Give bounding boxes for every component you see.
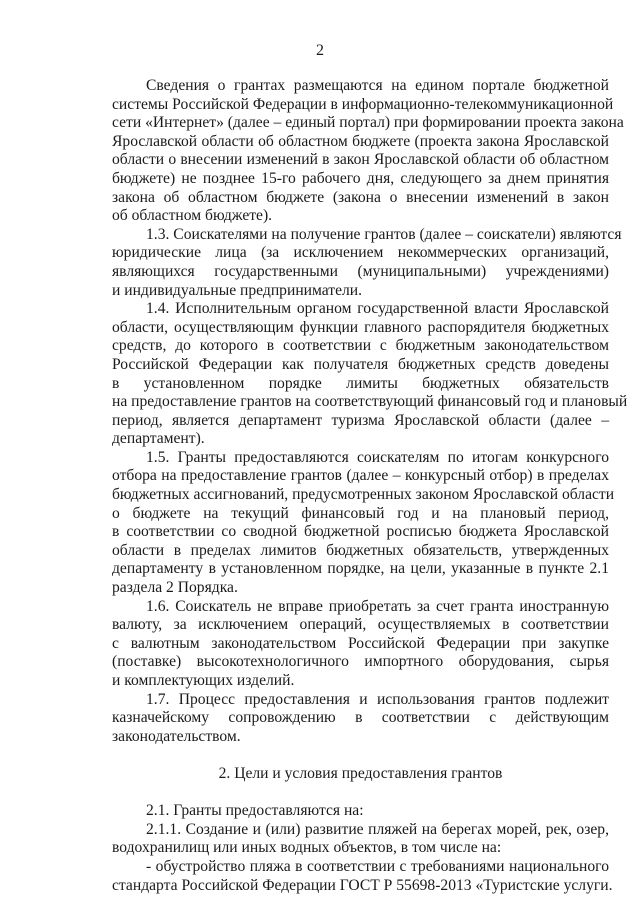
text-line: о бюджете на текущий финансовый год и на плановый период, [112,504,609,522]
page-number: 2 [316,42,324,59]
text-line: в установленном порядке лимиты бюджетных обязательств [112,374,609,392]
text-line: 2.1. Гранты предоставляются на: [146,802,364,820]
paragraph [112,448,615,598]
text-line: валюту, за исключением операций, осуществляемых в соответствии [112,616,609,634]
text-line: юридические лица (за исключением некоммерческих организаций, [112,244,609,262]
text-line: с валютным законодательством Российской Федерации при закупке [112,634,609,652]
text-line: и индивидуальные предприниматели. [112,281,363,299]
paragraph [112,691,609,747]
paragraph [112,802,609,821]
paragraph [112,598,609,691]
text-line: 1.3. Соискателями на получение грантов (далее – соискатели) являются [146,225,622,243]
paragraph [112,225,622,300]
text-line: области о внесении изменений в закон Ярославской области об областном [112,151,609,169]
text-line: бюджете) не позднее 15-го рабочего дня, следующего за днем принятия [112,169,609,187]
text-line: (поставке) высокотехнологичного импортного оборудования, сырья [112,653,609,671]
text-line: бюджетных ассигнований, предусмотренных законом Ярославской области [112,486,615,504]
blank-line [112,784,609,803]
paragraph [112,821,609,858]
paragraph [112,77,624,226]
text-line: системы Российской Федерации в информационно-телекоммуникационной [112,95,614,113]
text-line: на предоставление грантов на соответствующий финансовый год и плановый [112,393,628,411]
paragraph [112,857,613,895]
text-line: в соответствии со сводной бюджетной росписью бюджета Ярославской [112,523,609,541]
text-line: казначейскому сопровождению в соответствии с действующим [112,709,609,727]
text-line: 1.4. Исполнительным органом государственной власти Ярославской [146,300,609,318]
text-line: - обустройство пляжа в соответствии с требованиями национального [146,857,609,875]
text-line: закона об областном бюджете (закона о внесении изменений в закон [112,188,609,206]
text-line: департаменту в установленном порядке, на цели, указанные в пункте 2.1 [112,560,609,578]
text-line: раздела 2 Порядка. [112,579,238,597]
text-line: являющихся государственными (муниципальными) учреждениями) [112,262,609,280]
text-line: Российской Федерации как получателя бюджетных средств доведены [112,355,609,373]
text-line: 1.6. Соискатель не вправе приобретать за счет гранта иностранную [146,597,609,615]
text-line: стандарта Российской Федерации ГОСТ Р 55698-2013 «Туристские услуги. [112,876,613,894]
text-line: об областном бюджете). [112,207,273,225]
text-line: сети «Интернет» (далее – единый портал) при формировании проекта закона [112,114,624,132]
text-line: области, осуществляющим функции главного распорядителя бюджетных [112,318,609,336]
text-line: Сведения о грантах размещаются на едином портале бюджетной [146,77,609,94]
text-line: средств, до которого в соответствии с бюджетным законодательством [112,337,609,355]
text-line: Ярославской области об областном бюджете (проекта закона Ярославской [112,132,609,150]
text-line: законодательством. [112,727,241,745]
text-line: департамент). [112,430,205,448]
document-body [112,77,628,895]
section-heading: 2. Цели и условия предоставления грантов [218,764,503,782]
blank-line [112,746,609,765]
text-line: области в пределах лимитов бюджетных обязательств, утвержденных [112,541,609,559]
text-line: 1.7. Процесс предоставления и использования грантов подлежит [146,690,609,708]
text-line: отбора на предоставление грантов (далее – конкурсный отбор) в пределах [112,467,609,485]
text-line: период, является департамент туризма Ярославской области (далее – [112,411,609,429]
text-line: водохранилищ или иных водных объектов, в том числе на: [112,839,502,857]
text-line: 1.5. Гранты предоставляются соискателям по итогам конкурсного [146,448,609,466]
text-line: и комплектующих изделий. [112,672,295,689]
text-line: 2.1.1. Создание и (или) развитие пляжей на берегах морей, рек, озер, [146,820,609,838]
paragraph [112,300,628,449]
